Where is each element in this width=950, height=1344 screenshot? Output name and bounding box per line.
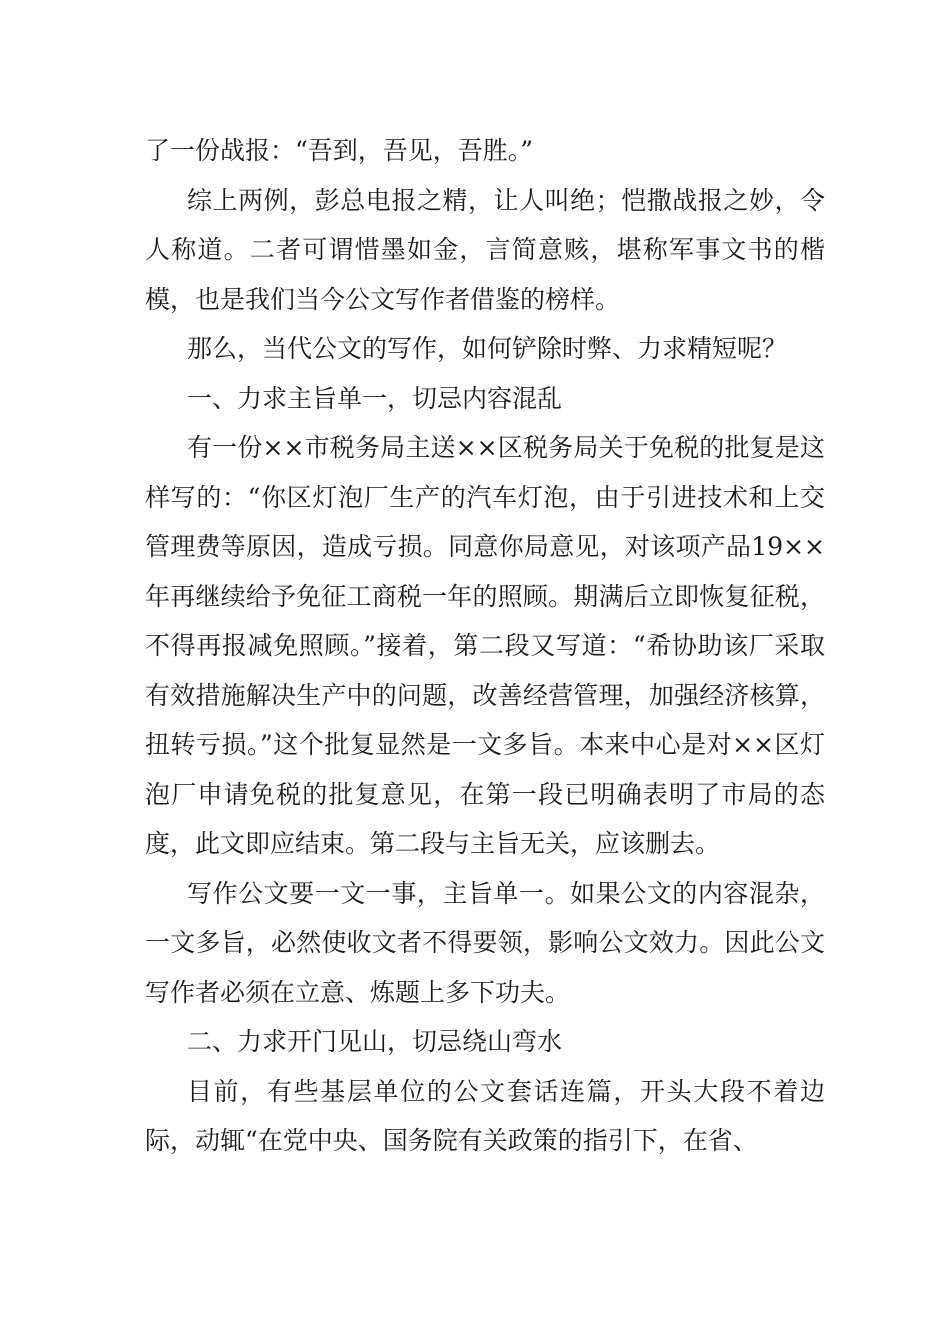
paragraph-question: 那么，当代公文的写作，如何铲除时弊、力求精短呢？ <box>187 334 788 363</box>
document-body <box>145 126 825 1166</box>
paragraph-summary: 综上两例，彭总电报之精，让人叫绝；恺撒战报之妙，令人称道。二者可谓惜墨如金，言简意赅，堪称军事文书的楷模，也是我们当今公文写作者借鉴的榜样。 <box>145 185 825 314</box>
section-heading-1: 一、力求主旨单一，切忌内容混乱 <box>187 383 563 413</box>
paragraph-principle: 写作公文要一文一事，主旨单一。如果公文的内容混杂，一文多旨，必然使收文者不得要领，影响公文效力。因此公文写作者必须在立意、炼题上多下功夫。 <box>145 878 825 1007</box>
section-heading-2: 二、力求开门见山，切忌绕山弯水 <box>187 1027 563 1056</box>
paragraph-continuation: 了一份战报：“吾到，吾见，吾胜。” <box>145 136 534 165</box>
paragraph-example: 有一份××市税务局主送××区税务局关于免税的批复是这样写的：“你区灯泡厂生产的汽车灯泡，由于引进技术和上交管理费等原因，造成亏损。同意你局意见，对该项产品19××年再继续给予免征工商税一年的照顾。期满后立即恢复征税，不得再报减免照顾。”接着，第二段又写道：“希协助该厂采取有效措施解决生产中的问题，改善经营管理，加强经济核算，扭转亏损。”这个批复显然是一文多旨。本来中心是对××区灯泡厂申请免税的批复意见，在第一段已明确表明了市局的态度，此文即应结束。第二段与主旨无关，应该删去。 <box>145 433 825 858</box>
paragraph-current-issue: 目前，有些基层单位的公文套话连篇，开头大段不着边际，动辄“在党中央、国务院有关政策的指引下，在省、 <box>145 1076 825 1155</box>
